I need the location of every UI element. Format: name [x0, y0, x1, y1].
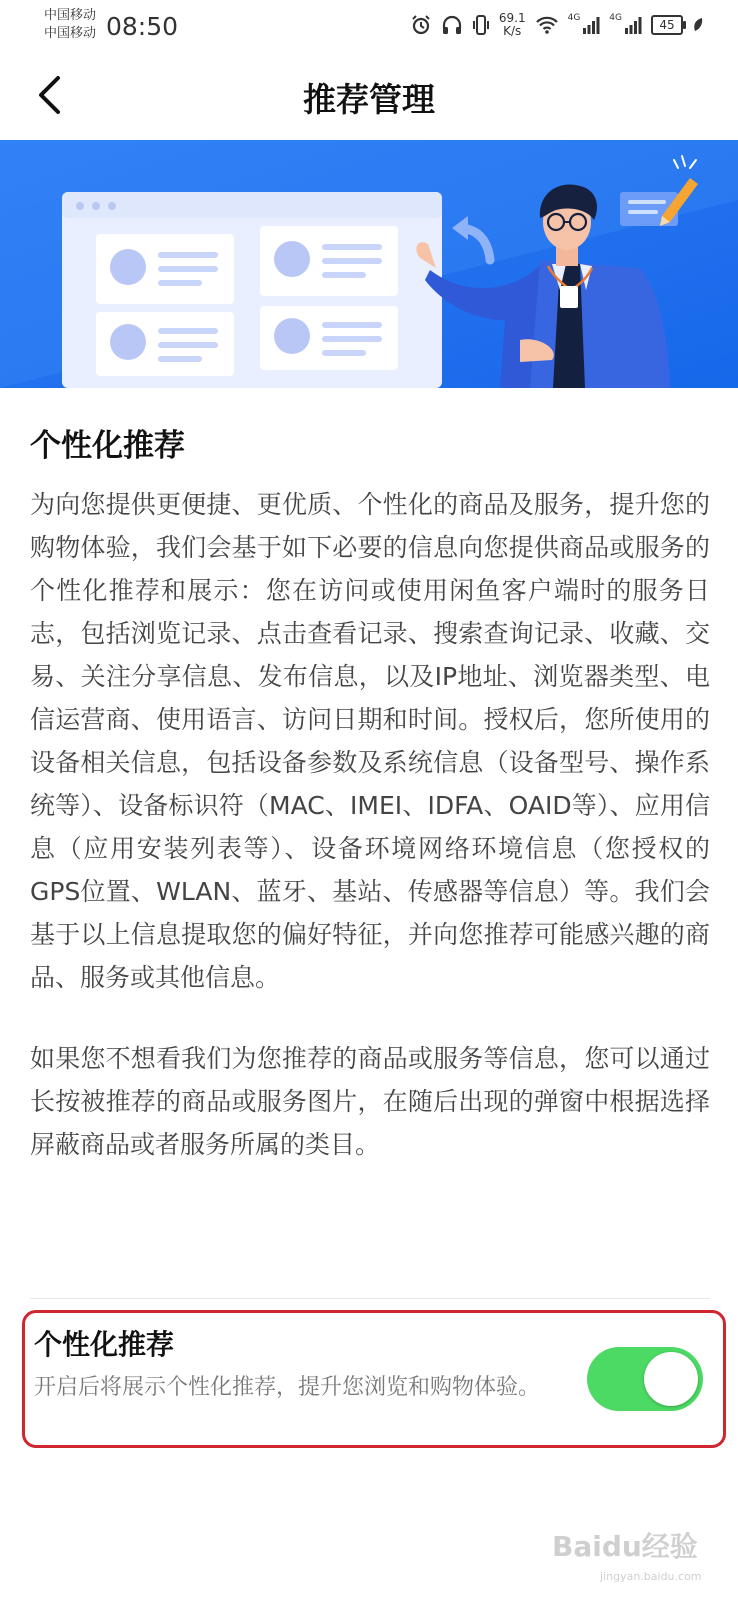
- speed-unit: K/s: [503, 24, 522, 38]
- vibrate-icon: [472, 14, 490, 36]
- page-title: 推荐管理: [303, 80, 435, 119]
- setting-title: 个性化推荐: [34, 1328, 175, 1361]
- status-time: 08:50: [106, 12, 179, 41]
- alarm-icon: [410, 14, 432, 36]
- wifi-icon: [535, 15, 559, 35]
- toggle-knob: [644, 1352, 698, 1406]
- carrier-labels: [44, 7, 96, 43]
- headphones-icon: [441, 14, 463, 36]
- baidu-watermark: Baidu经验: [552, 1530, 698, 1563]
- nav-bar: [0, 50, 738, 140]
- signal-2-label: 4G: [609, 13, 622, 23]
- signal-1-label: 4G: [567, 13, 581, 23]
- carrier-2: 中国移动: [44, 26, 97, 41]
- status-bar: [0, 0, 738, 50]
- speed-value: 69.1: [498, 11, 526, 25]
- carrier-1: 中国移动: [44, 8, 97, 23]
- battery-indicator: 45: [651, 15, 683, 35]
- leaf-icon: [692, 16, 704, 34]
- banner-illustration: [0, 140, 738, 388]
- setting-description: 开启后将展示个性化推荐，提升您浏览和购物体验。: [34, 1375, 541, 1400]
- section-heading: 个性化推荐: [30, 428, 185, 464]
- description-paragraph-1: 为向您提供更便捷、更优质、个性化的商品及服务，提升您的购物体验，我们会基于如下必要的信息向您提供商品或服务的个性化推荐和展示：您在访问或使用闲鱼客户端时的服务日志，包括浏览记录、点击查看记录、搜索查询记录、收藏、交易、关注分享信息、发布信息，以及IP地址、浏览器类型、电信运营商、使用语言、访问日期和时间。授权后，您所使用的设备相关信息，包括设备参数及系统信息（设备型号、操作系统等）、设备标识符（MAC、IMEI、IDFA、OAID等）、应用信息（应用安装列表等）、设备环境网络环境信息（您授权的GPS位置、WLAN、蓝牙、基站、传感器等信息）等。我们会基于以上信息提取您的偏好特征，并向您推荐可能感兴趣的商品、服务或其他信息。: [30, 490, 710, 992]
- personalized-recommendation-toggle[interactable]: [587, 1347, 703, 1411]
- divider: [30, 1298, 710, 1299]
- personalized-recommendation-setting: [22, 1310, 726, 1448]
- status-icons: [410, 10, 704, 40]
- baidu-watermark-url: jingyan.baidu.com: [600, 1570, 702, 1583]
- network-speed: [499, 12, 526, 38]
- description-paragraph-2: 如果您不想看我们为您推荐的商品或服务等信息，您可以通过长按被推荐的商品或服务图片，在随后出现的弹窗中根据选择屏蔽商品或者服务所属的类目。: [30, 1044, 710, 1159]
- signal-bars-icon: [582, 15, 600, 35]
- recommendation-banner: [0, 140, 738, 388]
- content-section: [30, 420, 710, 1166]
- signal-bars-icon: [624, 15, 642, 35]
